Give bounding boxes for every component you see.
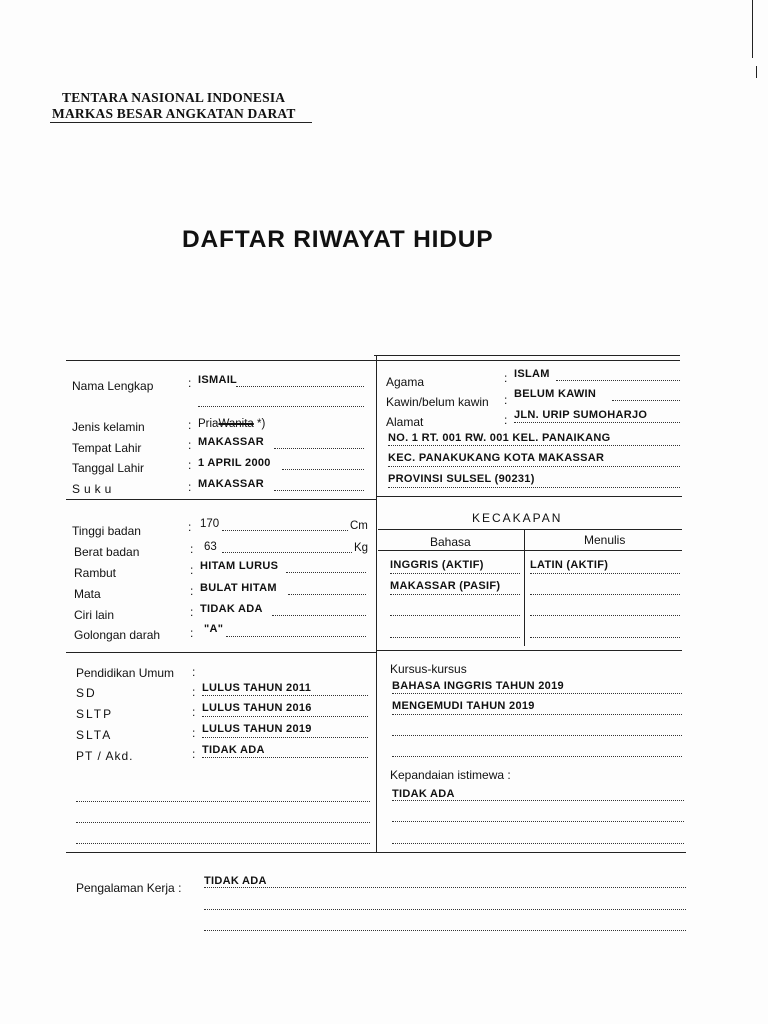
wanita-option-struck: Wanita bbox=[218, 418, 254, 430]
colon: : bbox=[192, 685, 196, 699]
tanggal-lahir-label: Tanggal Lahir bbox=[72, 461, 145, 475]
pendidikan-extra-dotted-2 bbox=[76, 822, 370, 823]
bahasa-dotted-3 bbox=[390, 615, 520, 616]
form-top-border-2 bbox=[374, 355, 680, 356]
rambut-value: HITAM LURUS bbox=[200, 560, 279, 572]
pria-option: Pria bbox=[198, 418, 219, 430]
left-section-divider-2 bbox=[66, 652, 376, 653]
berat-badan-label: Berat badan bbox=[74, 545, 140, 559]
nama-value: ISMAIL bbox=[198, 374, 238, 386]
header-underline bbox=[50, 122, 312, 123]
berat-dotted-line bbox=[222, 552, 352, 553]
colon: : bbox=[188, 438, 192, 452]
tempat-lahir-label: Tempat Lahir bbox=[72, 441, 142, 455]
kepandaian-dotted-1 bbox=[392, 800, 684, 801]
alamat-line-2: NO. 1 RT. 001 RW. 001 KEL. PANAIKANG bbox=[388, 432, 611, 444]
scan-edge-mark bbox=[752, 0, 753, 58]
ciri-dotted-line bbox=[272, 615, 366, 616]
kepandaian-dotted-3 bbox=[392, 843, 684, 844]
col-menulis-header: Menulis bbox=[584, 533, 626, 547]
rambut-dotted-line bbox=[286, 572, 366, 573]
jk-footnote-mark: *) bbox=[257, 418, 266, 430]
colon: : bbox=[188, 376, 192, 390]
pendidikan-pt-label: PT / Akd. bbox=[76, 749, 134, 763]
mata-dotted-line bbox=[288, 594, 366, 595]
pendidikan-slta-label: SLTA bbox=[76, 728, 113, 742]
sltp-dotted-line bbox=[202, 716, 368, 717]
pendidikan-label: Pendidikan Umum bbox=[76, 666, 175, 680]
form-top-border bbox=[66, 360, 680, 361]
colon: : bbox=[190, 584, 194, 598]
pendidikan-pt-value: TIDAK ADA bbox=[202, 744, 265, 756]
bahasa-row-2: MAKASSAR (PASIF) bbox=[390, 580, 501, 592]
berat-unit: Kg bbox=[354, 542, 369, 554]
golongan-darah-label: Golongan darah bbox=[74, 628, 161, 642]
goldar-dotted-line bbox=[226, 636, 366, 637]
menulis-dotted-1 bbox=[530, 573, 680, 574]
kursus-label: Kursus-kursus bbox=[390, 662, 467, 676]
pendidikan-extra-dotted-1 bbox=[76, 801, 370, 802]
pengalaman-dotted-1 bbox=[204, 887, 686, 888]
left-section-divider-1 bbox=[66, 499, 376, 500]
colon: : bbox=[188, 418, 192, 432]
kursus-dotted-3 bbox=[392, 735, 682, 736]
tanggal-lahir-value: 1 APRIL 2000 bbox=[198, 457, 271, 469]
pengalaman-value: TIDAK ADA bbox=[204, 875, 267, 887]
kepandaian-value: TIDAK ADA bbox=[392, 788, 455, 800]
colon: : bbox=[188, 458, 192, 472]
colon: : bbox=[188, 480, 192, 494]
nama-dotted-line-2 bbox=[198, 406, 364, 407]
colon: : bbox=[190, 626, 194, 640]
pengalaman-dotted-2 bbox=[204, 909, 686, 910]
berat-badan-value: 63 bbox=[204, 541, 217, 553]
kawin-dotted-line bbox=[612, 400, 680, 401]
menulis-dotted-2 bbox=[530, 594, 680, 595]
menulis-row-1: LATIN (AKTIF) bbox=[530, 559, 609, 571]
alamat-label: Alamat bbox=[386, 415, 424, 429]
bahasa-dotted-1 bbox=[390, 573, 520, 574]
pendidikan-sltp-label: SLTP bbox=[76, 707, 114, 721]
kepandaian-dotted-2 bbox=[392, 821, 684, 822]
colon: : bbox=[192, 665, 196, 679]
nama-label: Nama Lengkap bbox=[72, 379, 154, 393]
mata-label: Mata bbox=[74, 587, 101, 601]
kecakapan-title: KECAKAPAN bbox=[472, 511, 563, 525]
tanggal-lahir-dotted-line bbox=[282, 469, 364, 470]
colon: : bbox=[190, 605, 194, 619]
pendidikan-sd-value: LULUS TAHUN 2011 bbox=[202, 682, 312, 694]
tinggi-dotted-line bbox=[222, 530, 348, 531]
bahasa-dotted-2 bbox=[390, 594, 520, 595]
pendidikan-slta-value: LULUS TAHUN 2019 bbox=[202, 723, 312, 735]
kursus-dotted-2 bbox=[392, 714, 682, 715]
golongan-darah-value: "A" bbox=[204, 623, 224, 635]
alamat-line-1: JLN. URIP SUMOHARJO bbox=[514, 409, 648, 421]
kawin-value: BELUM KAWIN bbox=[514, 388, 597, 400]
page-title: DAFTAR RIWAYAT HIDUP bbox=[182, 226, 494, 253]
nama-dotted-line bbox=[236, 386, 364, 387]
alamat-dotted-line-3 bbox=[388, 466, 680, 467]
colon: : bbox=[504, 371, 508, 385]
kawin-label: Kawin/belum kawin bbox=[386, 395, 489, 409]
colon: : bbox=[188, 520, 192, 534]
header-line-2: MARKAS BESAR ANGKATAN DARAT bbox=[52, 106, 296, 121]
sd-dotted-line bbox=[202, 695, 368, 696]
header-line-1: TENTARA NASIONAL INDONESIA bbox=[62, 90, 286, 105]
scan-edge-mark-small bbox=[756, 66, 757, 78]
alamat-line-3: KEC. PANAKUKANG KOTA MAKASSAR bbox=[388, 452, 605, 464]
suku-value: MAKASSAR bbox=[198, 478, 264, 490]
kursus-item-1: BAHASA INGGRIS TAHUN 2019 bbox=[392, 680, 564, 692]
colon: : bbox=[190, 563, 194, 577]
slta-dotted-line bbox=[202, 737, 368, 738]
pengalaman-dotted-3 bbox=[204, 930, 686, 931]
bahasa-row-1: INGGRIS (AKTIF) bbox=[390, 559, 484, 571]
tempat-lahir-value: MAKASSAR bbox=[198, 436, 264, 448]
tinggi-unit: Cm bbox=[350, 520, 368, 532]
right-section-divider-2 bbox=[376, 650, 682, 651]
jenis-kelamin-value bbox=[198, 418, 265, 430]
kepandaian-label: Kepandaian istimewa : bbox=[390, 768, 511, 782]
agama-dotted-line bbox=[556, 380, 680, 381]
colon: : bbox=[192, 747, 196, 761]
kecakapan-header-top bbox=[378, 529, 682, 530]
pendidikan-extra-dotted-3 bbox=[76, 843, 370, 844]
menulis-dotted-3 bbox=[530, 615, 680, 616]
agama-label: Agama bbox=[386, 375, 425, 389]
pengalaman-label: Pengalaman Kerja : bbox=[76, 881, 182, 895]
tinggi-badan-label: Tinggi badan bbox=[72, 524, 141, 538]
jenis-kelamin-label: Jenis kelamin bbox=[72, 420, 145, 434]
colon: : bbox=[192, 705, 196, 719]
bahasa-dotted-4 bbox=[390, 637, 520, 638]
form-bottom-border bbox=[66, 852, 686, 853]
kursus-dotted-4 bbox=[392, 756, 682, 757]
suku-dotted-line bbox=[274, 490, 364, 491]
pt-dotted-line bbox=[202, 757, 368, 758]
kursus-dotted-1 bbox=[392, 693, 682, 694]
right-section-divider-1 bbox=[376, 496, 682, 497]
kursus-item-2: MENGEMUDI TAHUN 2019 bbox=[392, 700, 535, 712]
alamat-dotted-line-1 bbox=[514, 422, 680, 423]
center-divider bbox=[376, 356, 377, 852]
alamat-line-4: PROVINSI SULSEL (90231) bbox=[388, 473, 535, 485]
pendidikan-sltp-value: LULUS TAHUN 2016 bbox=[202, 702, 312, 714]
tempat-lahir-dotted-line bbox=[274, 448, 364, 449]
kecakapan-col-divider bbox=[524, 530, 525, 646]
colon: : bbox=[504, 413, 508, 427]
alamat-dotted-line-2 bbox=[388, 445, 680, 446]
agama-value: ISLAM bbox=[514, 368, 550, 380]
menulis-dotted-4 bbox=[530, 637, 680, 638]
tinggi-badan-value: 170 bbox=[200, 518, 220, 530]
mata-value: BULAT HITAM bbox=[200, 582, 277, 594]
col-bahasa-header: Bahasa bbox=[430, 535, 471, 549]
ciri-lain-value: TIDAK ADA bbox=[200, 603, 263, 615]
kecakapan-header-bottom bbox=[378, 550, 682, 551]
alamat-dotted-line-4 bbox=[388, 487, 680, 488]
pendidikan-sd-label: SD bbox=[76, 686, 97, 700]
colon: : bbox=[192, 726, 196, 740]
colon: : bbox=[504, 393, 508, 407]
colon: : bbox=[190, 542, 194, 556]
ciri-lain-label: Ciri lain bbox=[74, 608, 115, 622]
suku-label: Suku bbox=[72, 482, 116, 496]
rambut-label: Rambut bbox=[74, 566, 117, 580]
